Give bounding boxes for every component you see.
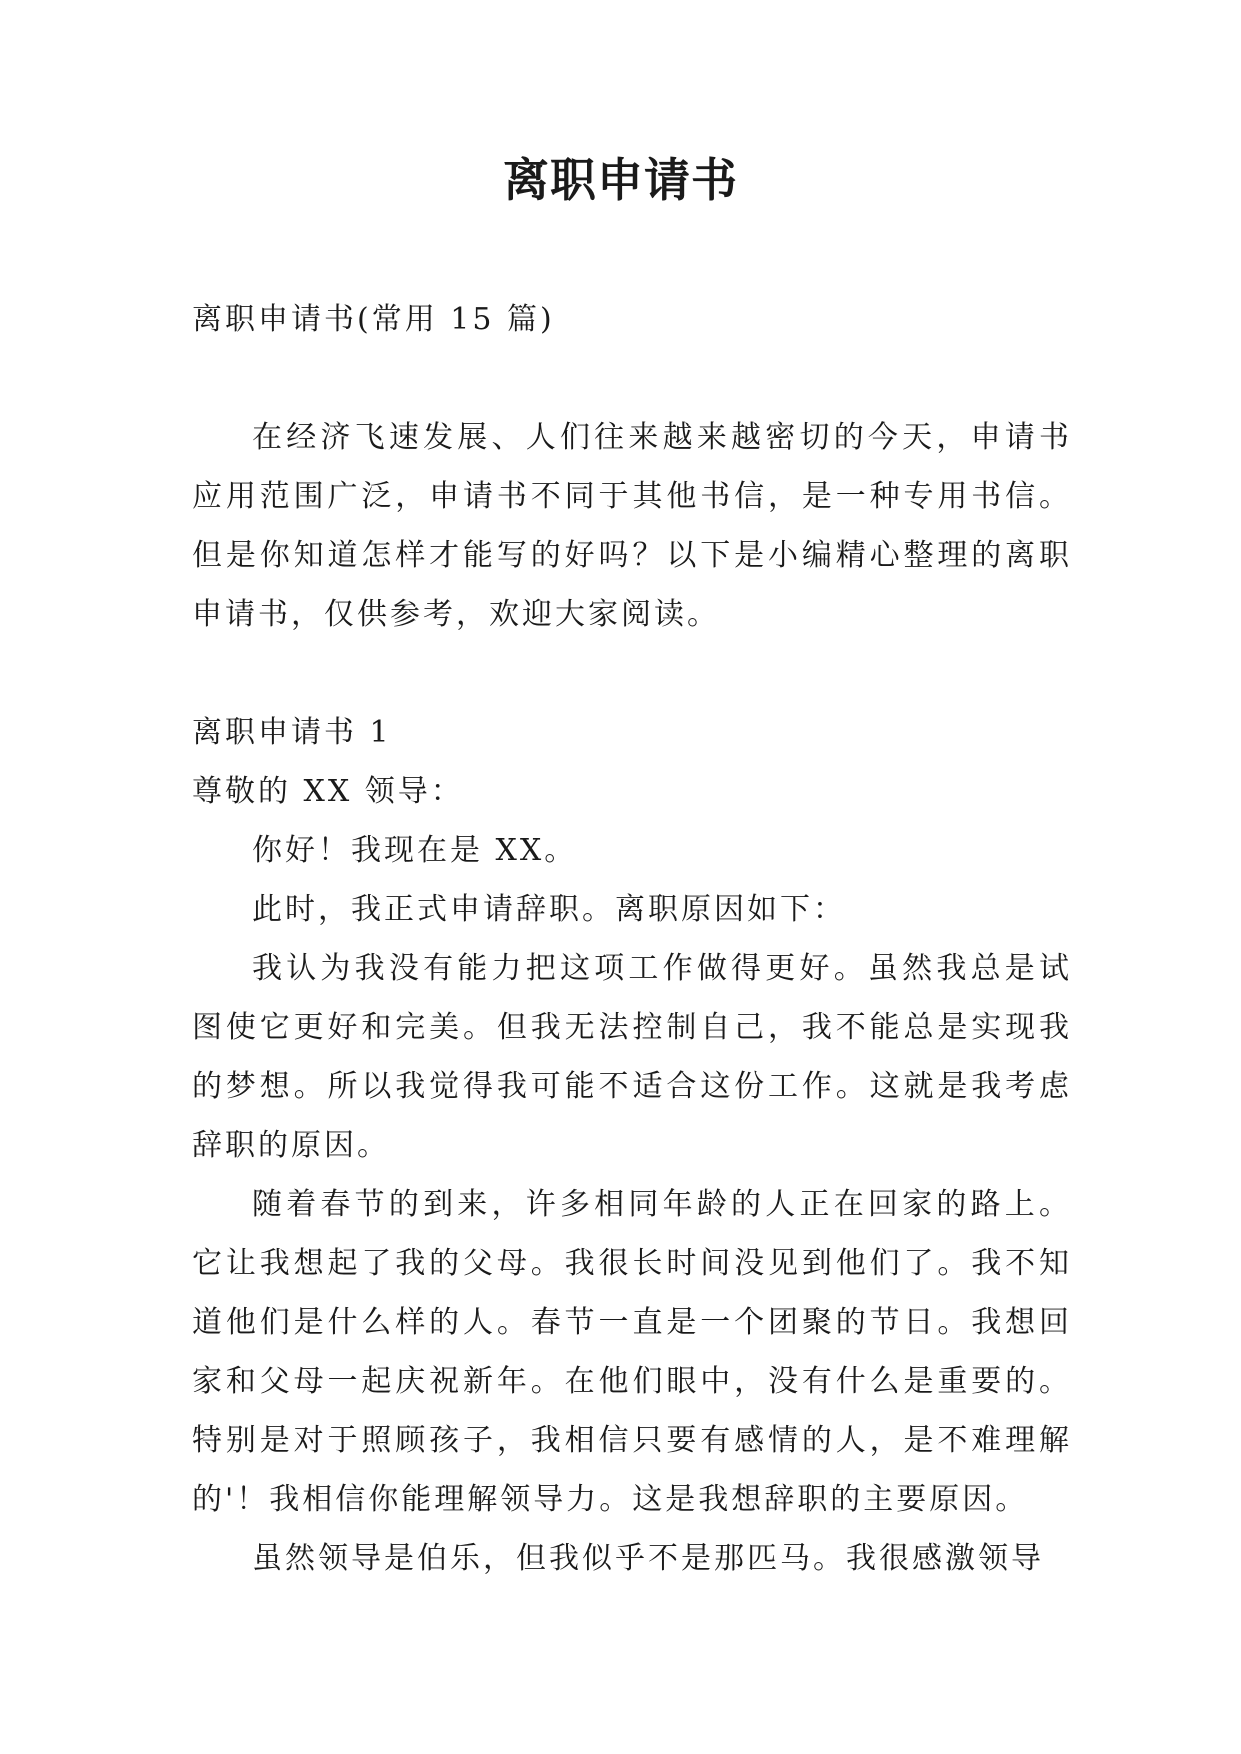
body-paragraph: 虽然领导是伯乐，但我似乎不是那匹马。我很感激领导 xyxy=(252,1541,1044,1576)
document-body xyxy=(192,290,1072,1588)
intro-paragraph: 在经济飞速发展、人们往来越来越密切的今天，申请书应用范围广泛，申请书不同于其他书信，是一种专用书信。但是你知道怎样才能写的好吗？以下是小编精心整理的离职申请书，仅供参考，欢迎大家阅读。 xyxy=(192,420,1072,632)
spacer xyxy=(192,349,1072,408)
body-paragraph: 你好！我现在是 XX。 xyxy=(252,833,578,868)
spacer xyxy=(192,644,1072,703)
document-subtitle: 离职申请书(常用 15 篇) xyxy=(192,302,555,337)
body-paragraph: 我认为我没有能力把这项工作做得更好。虽然我总是试图使它更好和完美。但我无法控制自己，我不能总是实现我的梦想。所以我觉得我可能不适合这份工作。这就是我考虑辞职的原因。 xyxy=(192,951,1072,1163)
section-heading: 离职申请书 1 xyxy=(192,715,392,750)
body-paragraph: 此时，我正式申请辞职。离职原因如下： xyxy=(252,892,846,927)
salutation: 尊敬的 XX 领导： xyxy=(192,774,464,809)
document-title: 离职申请书 xyxy=(503,153,738,207)
body-paragraph: 随着春节的到来，许多相同年龄的人正在回家的路上。它让我想起了我的父母。我很长时间没见到他们了。我不知道他们是什么样的人。春节一直是一个团聚的节日。我想回家和父母一起庆祝新年。在他们眼中，没有什么是重要的。特别是对于照顾孩子，我相信只要有感情的人，是不难理解的'！我相信你能理解领导力。这是我想辞职的主要原因。 xyxy=(192,1187,1072,1517)
